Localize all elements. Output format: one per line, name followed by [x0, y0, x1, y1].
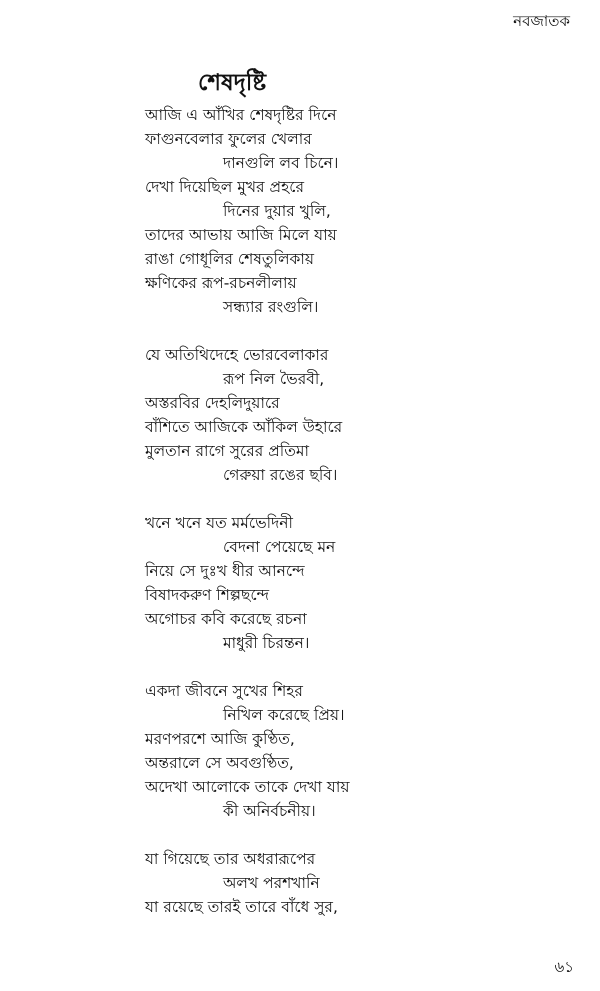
poem-line: যা গিয়েছে তার অধরারূপের [145, 850, 316, 868]
poem-line: গেরুয়া রঙের ছবি। [223, 466, 338, 484]
poem-line: নিখিল করেছে প্রিয়। [223, 706, 345, 724]
stanza [145, 511, 505, 655]
poem-line: অস্তরবির দেহলিদুয়ারে [145, 394, 280, 412]
poem-line: বেদনা পেয়েছে মন [223, 538, 336, 556]
poem-title: শেষদৃষ্টি [198, 70, 267, 96]
poem-line: যে অতিথিদেহে ভোরবেলাকার [145, 346, 329, 364]
poem-line: অন্তরালে সে অবগুণ্ঠিত, [145, 754, 294, 772]
poem-line: মাধুরী চিরন্তন। [223, 634, 310, 652]
poem-line: দেখা দিয়েছিল মুখর প্রহরে [145, 178, 304, 196]
poem-line: ক্ষণিকের রূপ-রচনলীলায় [145, 274, 297, 292]
poem-line: মরণপরশে আজি কুণ্ঠিত, [145, 730, 295, 748]
poem-line: একদা জীবনে সুখের শিহর [145, 682, 303, 700]
poem-line: দানগুলি লব চিনে। [223, 154, 339, 172]
poem-line: যা রয়েছে তারই তারে বাঁধে সুর, [145, 898, 338, 916]
poem-line: বাঁশিতে আজিকে আঁকিল উহারে [145, 418, 343, 436]
poem-line: ফাগুনবেলার ফুলের খেলার [145, 130, 312, 148]
poem-line: অদেখা আলোকে তাকে দেখা যায় [145, 778, 350, 796]
poem-line: বিষাদকরুণ শিল্পছন্দে [145, 586, 270, 604]
poem-line: রাঙা গোধূলির শেষতুলিকায় [145, 250, 314, 268]
poem-line: রূপ নিল ভৈরবী, [223, 370, 325, 388]
poem-line: কী অনির্বচনীয়। [223, 802, 316, 820]
running-title: নবজাতক [513, 12, 570, 30]
poem-line: খনে খনে যত মর্মভেদিনী [145, 514, 293, 532]
stanza [145, 679, 505, 823]
page-number: ৬১ [554, 958, 574, 976]
stanza [145, 343, 505, 487]
poem-body [145, 103, 505, 943]
poem-line: নিয়ে সে দুঃখ ধীর আনন্দে [145, 562, 305, 580]
poem-line: সন্ধ্যার রংগুলি। [223, 298, 319, 316]
poem-line: মুলতান রাগে সুরের প্রতিমা [145, 442, 309, 460]
poem-line: আজি এ আঁখির শেষদৃষ্টির দিনে [145, 106, 337, 124]
stanza [145, 847, 505, 919]
stanza [145, 103, 505, 319]
poem-line: তাদের আভায় আজি মিলে যায় [145, 226, 337, 244]
poem-line: দিনের দুয়ার খুলি, [223, 202, 331, 220]
poem-line: অলখ পরশখানি [223, 874, 320, 892]
poem-line: অগোচর কবি করেছে রচনা [145, 610, 307, 628]
